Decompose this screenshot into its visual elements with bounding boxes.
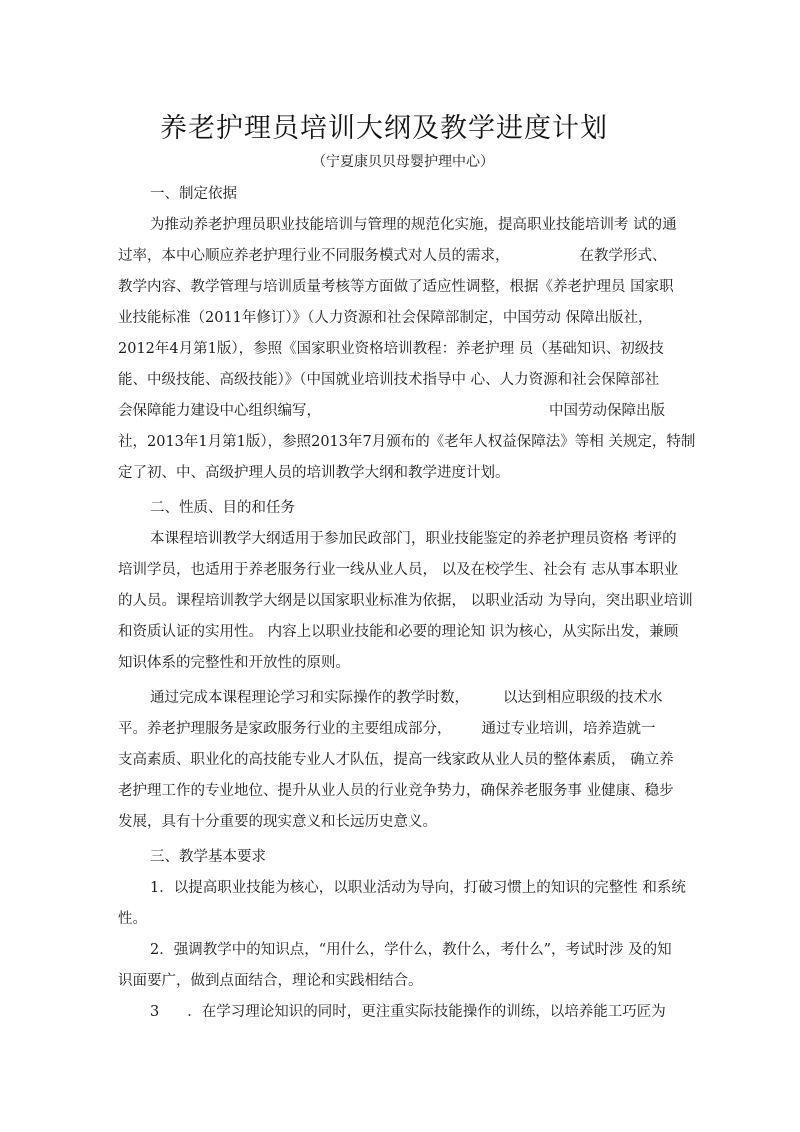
- text-segment: 中国劳动保障出版: [549, 403, 665, 419]
- body-text-line: 本课程培训教学大纲适用于参加民政部门，职业技能鉴定的养老护理员资格 考评的: [150, 531, 677, 547]
- body-text-line: 1．以提高职业技能为核心，以职业活动为导向，打破习惯上的知识的完整性 和系统: [150, 880, 686, 896]
- body-text-line: 教学内容、教学管理与培训质量考核等方面做了适应性调整，根据《养老护理员 国家职: [118, 279, 674, 295]
- body-text-line: 和资质认证的实用性。 内容上以职业技能和必要的理论知 识为核心，从实际出发，兼顾: [118, 624, 679, 640]
- text-segment: 平。养老护理服务是家政服务行业的主要组成部分，: [118, 721, 452, 737]
- body-text-line: 2012年4月第1版），参照《国家职业资格培训教程：养老护理 员（基础知识、初级技: [118, 341, 664, 357]
- text-segment: ．在学习理论知识的同时，更注重实际技能操作的训练，以培养能工巧匠为: [187, 1004, 666, 1020]
- body-text-line: 识面要广，做到点面结合，理论和实践相结合。: [118, 973, 423, 989]
- body-text-line: [150, 689, 663, 707]
- text-segment: 通过完成本课程理论学习和实际操作的教学时数，: [150, 690, 469, 706]
- text-segment: 3: [150, 1004, 160, 1020]
- body-text-line: 能、中级技能、高级技能）》（中国就业培训技术指导中 心、人力资源和社会保障部社: [118, 372, 660, 388]
- body-text-line: 为推动养老护理员职业技能培训与管理的规范化实施，提高职业技能培训考 试的通: [150, 217, 677, 233]
- body-text-line: 老护理工作的专业地位、提升从业人员的行业竞争势力，确保养老服务事 业健康、稳步: [118, 783, 674, 799]
- body-text-line: 2．强调教学中的知识点，“用什么，学什么，教什么，考什么”，考试时涉 及的知: [150, 942, 672, 958]
- text-segment: 会保障能力建设中心组织编写，: [118, 403, 321, 419]
- body-text-line: 定了初、中、高级护理人员的培训教学大纲和教学进度计划。: [118, 465, 510, 481]
- body-text-line: 社，2013年1月第1版），参照2013年7月颁布的《老年人权益保障法》等相 关规定，特制: [118, 434, 696, 450]
- text-segment: 在教学形式、: [579, 248, 667, 264]
- document-subtitle: （宁夏康贝贝母婴护理中心）: [312, 154, 494, 170]
- text-segment: 以达到相应职级的技术水: [503, 690, 663, 706]
- document-title: 养老护理员培训大纲及教学进度计划: [160, 113, 608, 144]
- section-heading: 三、教学基本要求: [150, 849, 266, 865]
- body-text-line: 支高素质、职业化的高技能专业人才队伍，提高一线家政从业人员的整体素质， 确立养: [118, 752, 674, 768]
- text-segment: 过率，本中心顺应养老护理行业不同服务模式对人员的需求，: [118, 248, 510, 264]
- body-text-line: 的人员。课程培训教学大纲是以国家职业标准为依据， 以职业活动 为导向，突出职业培训: [118, 593, 693, 609]
- text-segment: 通过专业培训，培养造就一: [481, 721, 656, 737]
- section-heading: 一、制定依据: [150, 186, 237, 202]
- body-text-line: [150, 1003, 666, 1021]
- body-text-line: [118, 402, 665, 420]
- body-text-line: 培训学员，也适用于养老服务行业一线从业人员， 以及在校学生、社会有 志从事本职业: [118, 562, 679, 578]
- body-text-line: 发展，具有十分重要的现实意义和长远历史意义。: [118, 814, 437, 830]
- body-text-line: [118, 720, 656, 738]
- body-text-line: [118, 247, 667, 265]
- body-text-line: 业技能标准（2011年修订）》（人力资源和社会保障部制定，中国劳动 保障出版社，: [118, 310, 653, 326]
- body-text-line: 性。: [118, 911, 147, 927]
- section-heading: 二、性质、目的和任务: [150, 500, 295, 516]
- body-text-line: 知识体系的完整性和开放性的原则。: [118, 655, 350, 671]
